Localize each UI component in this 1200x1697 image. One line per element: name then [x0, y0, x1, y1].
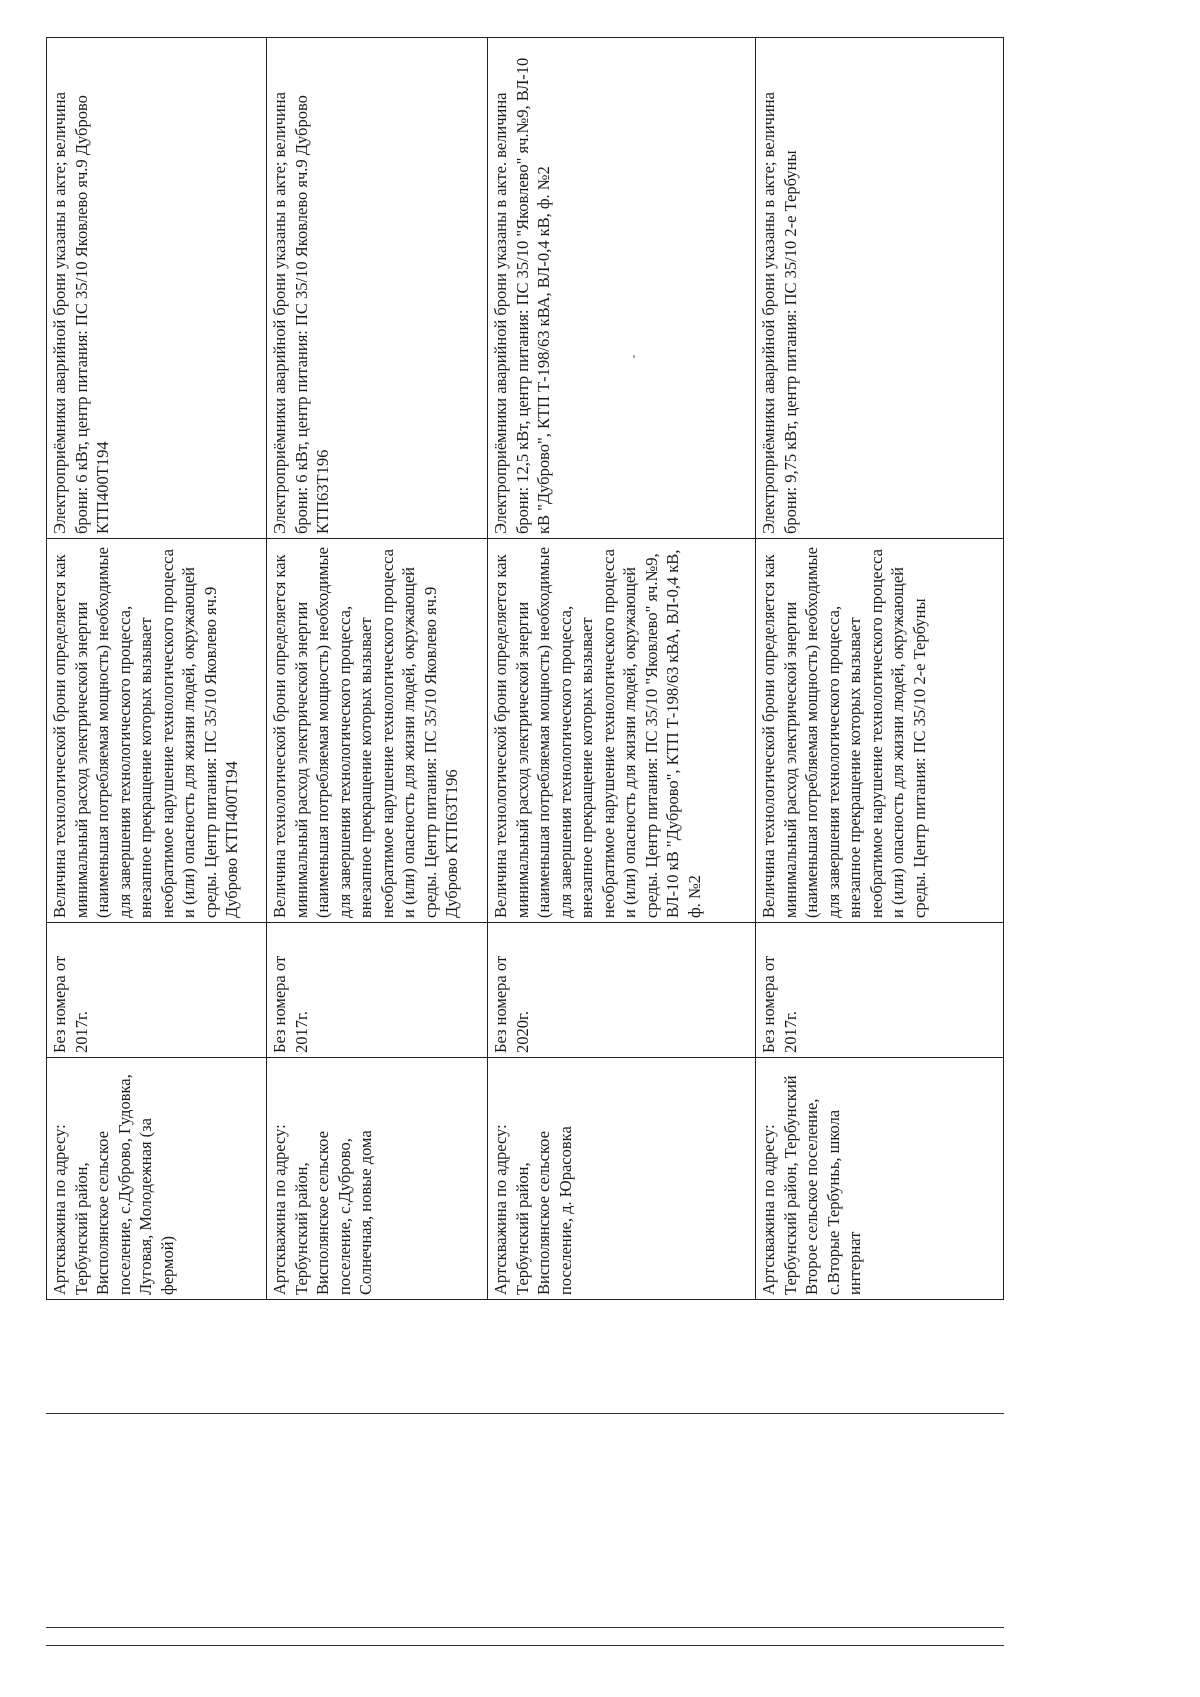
emergency-reserve-cell: Электроприёмники аварийной брони указаны в акте; величина брони: 6 кВт, центр питания: ПС 35/10 Яковлево яч.9 Дуброво КТП63Т196: [267, 38, 488, 539]
rule-line: [46, 1645, 1004, 1646]
act-document-cell: Без номера от 2017г.: [47, 923, 267, 1058]
emergency-reserve-cell: Электроприёмники аварийной брони указаны в акте; величина брони: 6 кВт, центр питания: ПС 35/10 Яковлево яч.9 Дуброво КТП400Т194: [47, 38, 267, 539]
table-row: [488, 38, 756, 1300]
act-document-cell: Без номера от 2017г.: [267, 923, 488, 1058]
site-address-cell: Артскважина по адресу: Тербунский район, Висполянское сельское поселение, д. Юрасовка: [488, 1058, 756, 1300]
emergency-reserve-cell: Электроприёмники аварийной брони указаны в акте. величина брони: 12,5 кВт, центр питания: ПС 35/10 "Яковлево" яч.№9, ВЛ-10 кВ "Дуброво", КТП Т-198/63 кВА, ВЛ-0,4 кВ, ф. №2: [488, 38, 756, 539]
site-address-cell: Артскважина по адресу: Тербунский район, Висполянское сельское поселение, с.Дуброво, Гудовка, Луговая, Молодежная (за фермой): [47, 1058, 267, 1300]
emergency-reserve-cell: Электроприёмники аварийной брони указаны в акте; величина брони: 9,75 кВт, центр питания: ПС 35/10 2-е Тербуны: [756, 38, 1004, 539]
table-row: [267, 38, 488, 1300]
act-document-cell: Без номера от 2020г.: [488, 923, 756, 1058]
act-document-cell: Без номера от 2017г.: [756, 923, 1004, 1058]
table-row: [756, 38, 1004, 1300]
rule-line: [46, 1413, 1004, 1414]
technological-reserve-cell: Величина технологической брони определяется как минимальный расход электрической энергии (наименьшая потребляемая мощность) необходимые для завершения технологического процесса, внезапное прекращение которых вызывает необратимое нарушение технологического процесса и (или) опасность для жизни людей, окружающей среды. Центр питания: ПС 35/10 "Яковлево" яч.№9, ВЛ-10 кВ "Дуброво", КТП Т-198/63 кВА, ВЛ-0,4 кВ, ф. №2: [488, 539, 756, 923]
rotated-table-page: [46, 37, 1003, 1300]
site-address-cell: Артскважина по адресу: Тербунский район, Тербунский Второе сельское поселение, с.Вторые Тербуньь, школа интернат: [756, 1058, 1004, 1300]
table-row: [47, 38, 267, 1300]
site-address-cell: Артскважина по адресу: Тербунский район, Висполянское сельское поселение, с.Дуброво, Солнечная, новые дома: [267, 1058, 488, 1300]
technological-reserve-cell: Величина технологической брони определяется как минимальный расход электрической энергии (наименьшая потребляемая мощность) необходимые для завершения технологического процесса, внезапное прекращение которых вызывает необратимое нарушение технологического процесса и (или) опасность для жизни людей, окружающей среды. Центр питания: ПС 35/10 2-е Тербуны: [756, 539, 1004, 923]
power-reserve-table: [46, 37, 1004, 1300]
technological-reserve-cell: Величина технологической брони определяется как минимальный расход электрической энергии (наименьшая потребляемая мощность) необходимые для завершения технологического процесса, внезапное прекращение которых вызывает необратимое нарушение технологического процесса и (или) опасность для жизни людей, окружающей среды. Центр питания: ПС 35/10 Яковлево яч.9 Дуброво КТП400Т194: [47, 539, 267, 923]
rule-line: [46, 1627, 1004, 1628]
scan-speck: [633, 355, 635, 358]
technological-reserve-cell: Величина технологической брони определяется как минимальный расход электрической энергии (наименьшая потребляемая мощность) необходимые для завершения технологического процесса, внезапное прекращение которых вызывает необратимое нарушение технологического процесса и (или) опасность для жизни людей, окружающей среды. Центр питания: ПС 35/10 Яковлево яч.9 Дуброво КТП63Т196: [267, 539, 488, 923]
